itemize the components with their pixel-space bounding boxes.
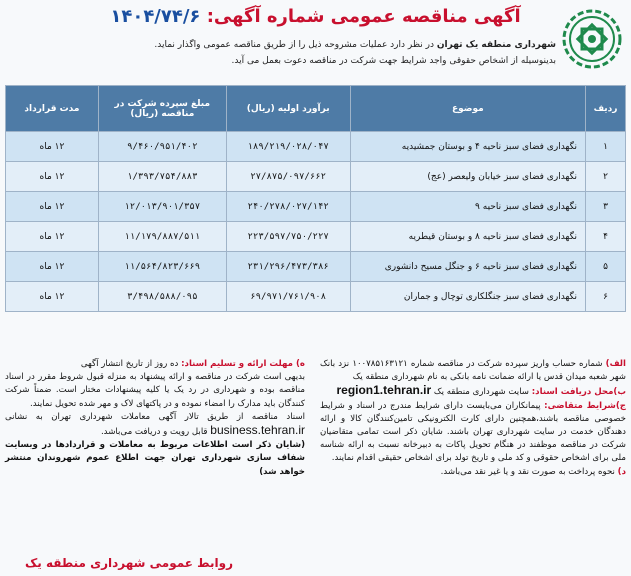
intro-text-1: در نظر دارد عملیات مشروحه ذیل را از طریق مناقصه عمومی واگذار نماید. xyxy=(154,40,437,50)
cell-duration: ۱۲ ماه xyxy=(6,282,99,312)
cell-duration: ۱۲ ماه xyxy=(6,162,99,192)
terms-column-left xyxy=(5,358,305,479)
transparency-note: (شایان ذکر است اطلاعات مربوط به معاملات و قراردادها در وبسایت شفاف سازی شهرداری تهران جهت اطلاع عموم شهروندان منتشر خواهد شد) xyxy=(5,440,305,477)
col-header-estimate: برآورد اولیه (ریال) xyxy=(226,86,350,132)
cell-row-number: ۳ xyxy=(586,192,626,222)
term-c-label: ج)شرایط متقاضی: xyxy=(544,400,626,411)
cell-subject: نگهداری فضای سبز جنگلکاری توچال و جماران xyxy=(350,282,585,312)
cell-deposit: ۳/۴۹۸/۵۸۸/۰۹۵ xyxy=(98,282,226,312)
term-b-text: سایت شهرداری منطقه یک xyxy=(431,387,532,398)
table-row xyxy=(6,222,626,252)
cell-subject: نگهداری فضای سبز ناحیه ۸ و بوستان قیطریه xyxy=(350,222,585,252)
cell-deposit: ۱۱/۱۷۹/۸۸۷/۵۱۱ xyxy=(98,222,226,252)
cell-duration: ۱۲ ماه xyxy=(6,252,99,282)
cell-estimate: ۲۴۰/۲۷۸/۰۲۷/۱۴۲ xyxy=(226,192,350,222)
intro-line-1 xyxy=(70,40,556,50)
cell-duration: ۱۲ ماه xyxy=(6,132,99,162)
footer-signature: روابط عمومی شهرداری منطقه یک xyxy=(25,556,233,570)
business-site-link[interactable]: business.tehran.ir xyxy=(210,423,305,438)
term-c xyxy=(320,400,626,466)
issuer-name: شهرداری منطقه یک تهران xyxy=(436,40,556,50)
term-d-label: د) xyxy=(617,466,626,477)
term-a-text: شماره حساب واریز سپرده شرکت در مناقصه شماره ۱۰۰۷۸۵۱۶۳۱۲۱ نزد بانک شهر شعبه میدان قدس یا ارائه ضمانت نامه بانکی به نام شهرداری منطقه یک xyxy=(320,359,626,383)
term-b xyxy=(320,384,626,399)
col-header-deposit: مبلغ سپرده شرکت در مناقصه (ریال) xyxy=(98,86,226,132)
term-e xyxy=(5,358,305,371)
cell-row-number: ۴ xyxy=(586,222,626,252)
cell-subject: نگهداری فضای سبز ناحیه ۶ و جنگل مسیح دانشوری xyxy=(350,252,585,282)
docs-text-2: قابل رویت و دریافت می‌باشد. xyxy=(100,427,211,438)
table-row xyxy=(6,162,626,192)
cell-duration: ۱۲ ماه xyxy=(6,222,99,252)
table-header-row xyxy=(6,86,626,132)
term-c-text: پیمانکاران می‌بایست دارای شرایط مندرج در اسناد و شرایط خصوصی مناقصه باشند،همچنین دارای کارت الکترونیکی تامین‌کنندگان کالا و ارائه دهندگان خدمت در سایت شهرداری تهران باشند. شایان ذکر است تمامی متقاضیان شرکت در مناقصه موظفند در هنگام تحویل پاکات به دبیرخانه نسبت به ارائه شناسه ملی برای اشخاص حقوقی و کد ملی و تاریخ تولد برای اشخاص حقیقی اقدام نمایند. xyxy=(320,400,626,464)
docs-text: اسناد مناقصه از طریق تالار آگهی معاملات شهرداری تهران به نشانی xyxy=(5,411,305,422)
table-row xyxy=(6,282,626,312)
table-row xyxy=(6,192,626,222)
term-e-body: بدیهی است شرکت در مناقصه و ارائه پیشنهاد به منزله قبول شروط مقرر در اسناد مناقصه بوده و شهرداری در رد یک یا کلیه پیشنهادات مختار است. ضمناً شرکت کنندگان باید مدارک را امضاء نموده و در پاکتهای لاک و مهر شده تحویل نمایند. xyxy=(5,372,305,409)
term-d xyxy=(320,466,626,479)
notice-number: ۱۴۰۴/۷۴/۶ xyxy=(110,6,201,27)
cell-row-number: ۶ xyxy=(586,282,626,312)
term-b-label: ب)محل دریافت اسناد: xyxy=(531,387,626,398)
term-d-text: نحوه پرداخت به صورت نقد و یا غیر نقد می‌باشد. xyxy=(440,466,618,477)
table-row xyxy=(6,132,626,162)
cell-estimate: ۲۷/۸۷۵/۰۹۷/۶۶۲ xyxy=(226,162,350,192)
intro-line-2: بدینوسیله از اشخاص حقوقی واجد شرایط جهت شرکت در مناقصه دعوت بعمل می آید. xyxy=(231,56,556,66)
cell-estimate: ۲۳۱/۲۹۶/۴۷۳/۳۸۶ xyxy=(226,252,350,282)
terms-column-right xyxy=(320,358,626,479)
notice-title xyxy=(100,6,531,27)
cell-duration: ۱۲ ماه xyxy=(6,192,99,222)
docs-info xyxy=(5,411,305,439)
cell-row-number: ۲ xyxy=(586,162,626,192)
cell-row-number: ۵ xyxy=(586,252,626,282)
table-row xyxy=(6,252,626,282)
title-prefix: آگهی مناقصه عمومی شماره آگهی: xyxy=(200,6,521,27)
cell-deposit: ۱/۳۹۳/۷۵۴/۸۸۳ xyxy=(98,162,226,192)
tehran-municipality-logo-icon xyxy=(561,8,623,70)
cell-estimate: ۶۹/۹۷۱/۷۶۱/۹۰۸ xyxy=(226,282,350,312)
cell-subject: نگهداری فضای سبز ناحیه ۹ xyxy=(350,192,585,222)
terms-section xyxy=(5,358,626,570)
cell-estimate: ۱۸۹/۲۱۹/۰۲۸/۰۴۷ xyxy=(226,132,350,162)
cell-deposit: ۱۱/۵۶۴/۸۲۳/۶۶۹ xyxy=(98,252,226,282)
tender-table xyxy=(5,85,626,312)
term-a xyxy=(320,358,626,384)
cell-subject: نگهداری فضای سبز خیابان ولیعصر (عج) xyxy=(350,162,585,192)
region-site-link[interactable]: region1.tehran.ir xyxy=(336,383,432,398)
cell-estimate: ۲۲۳/۵۹۷/۷۵۰/۲۲۷ xyxy=(226,222,350,252)
col-header-row: ردیف xyxy=(586,86,626,132)
col-header-subject: موضوع xyxy=(350,86,585,132)
cell-row-number: ۱ xyxy=(586,132,626,162)
col-header-duration: مدت قرارداد xyxy=(6,86,99,132)
term-e-label: ه) مهلت ارائه و تسلیم اسناد: xyxy=(181,359,305,369)
cell-deposit: ۱۲/۰۱۳/۹۰۱/۳۵۷ xyxy=(98,192,226,222)
term-a-label: الف) xyxy=(605,359,626,369)
cell-subject: نگهداری فضای سبز ناحیه ۴ و بوستان جمشیدیه xyxy=(350,132,585,162)
cell-deposit: ۹/۴۶۰/۹۵۱/۴۰۲ xyxy=(98,132,226,162)
term-e-text: ده روز از تاریخ انتشار آگهی xyxy=(80,359,182,369)
